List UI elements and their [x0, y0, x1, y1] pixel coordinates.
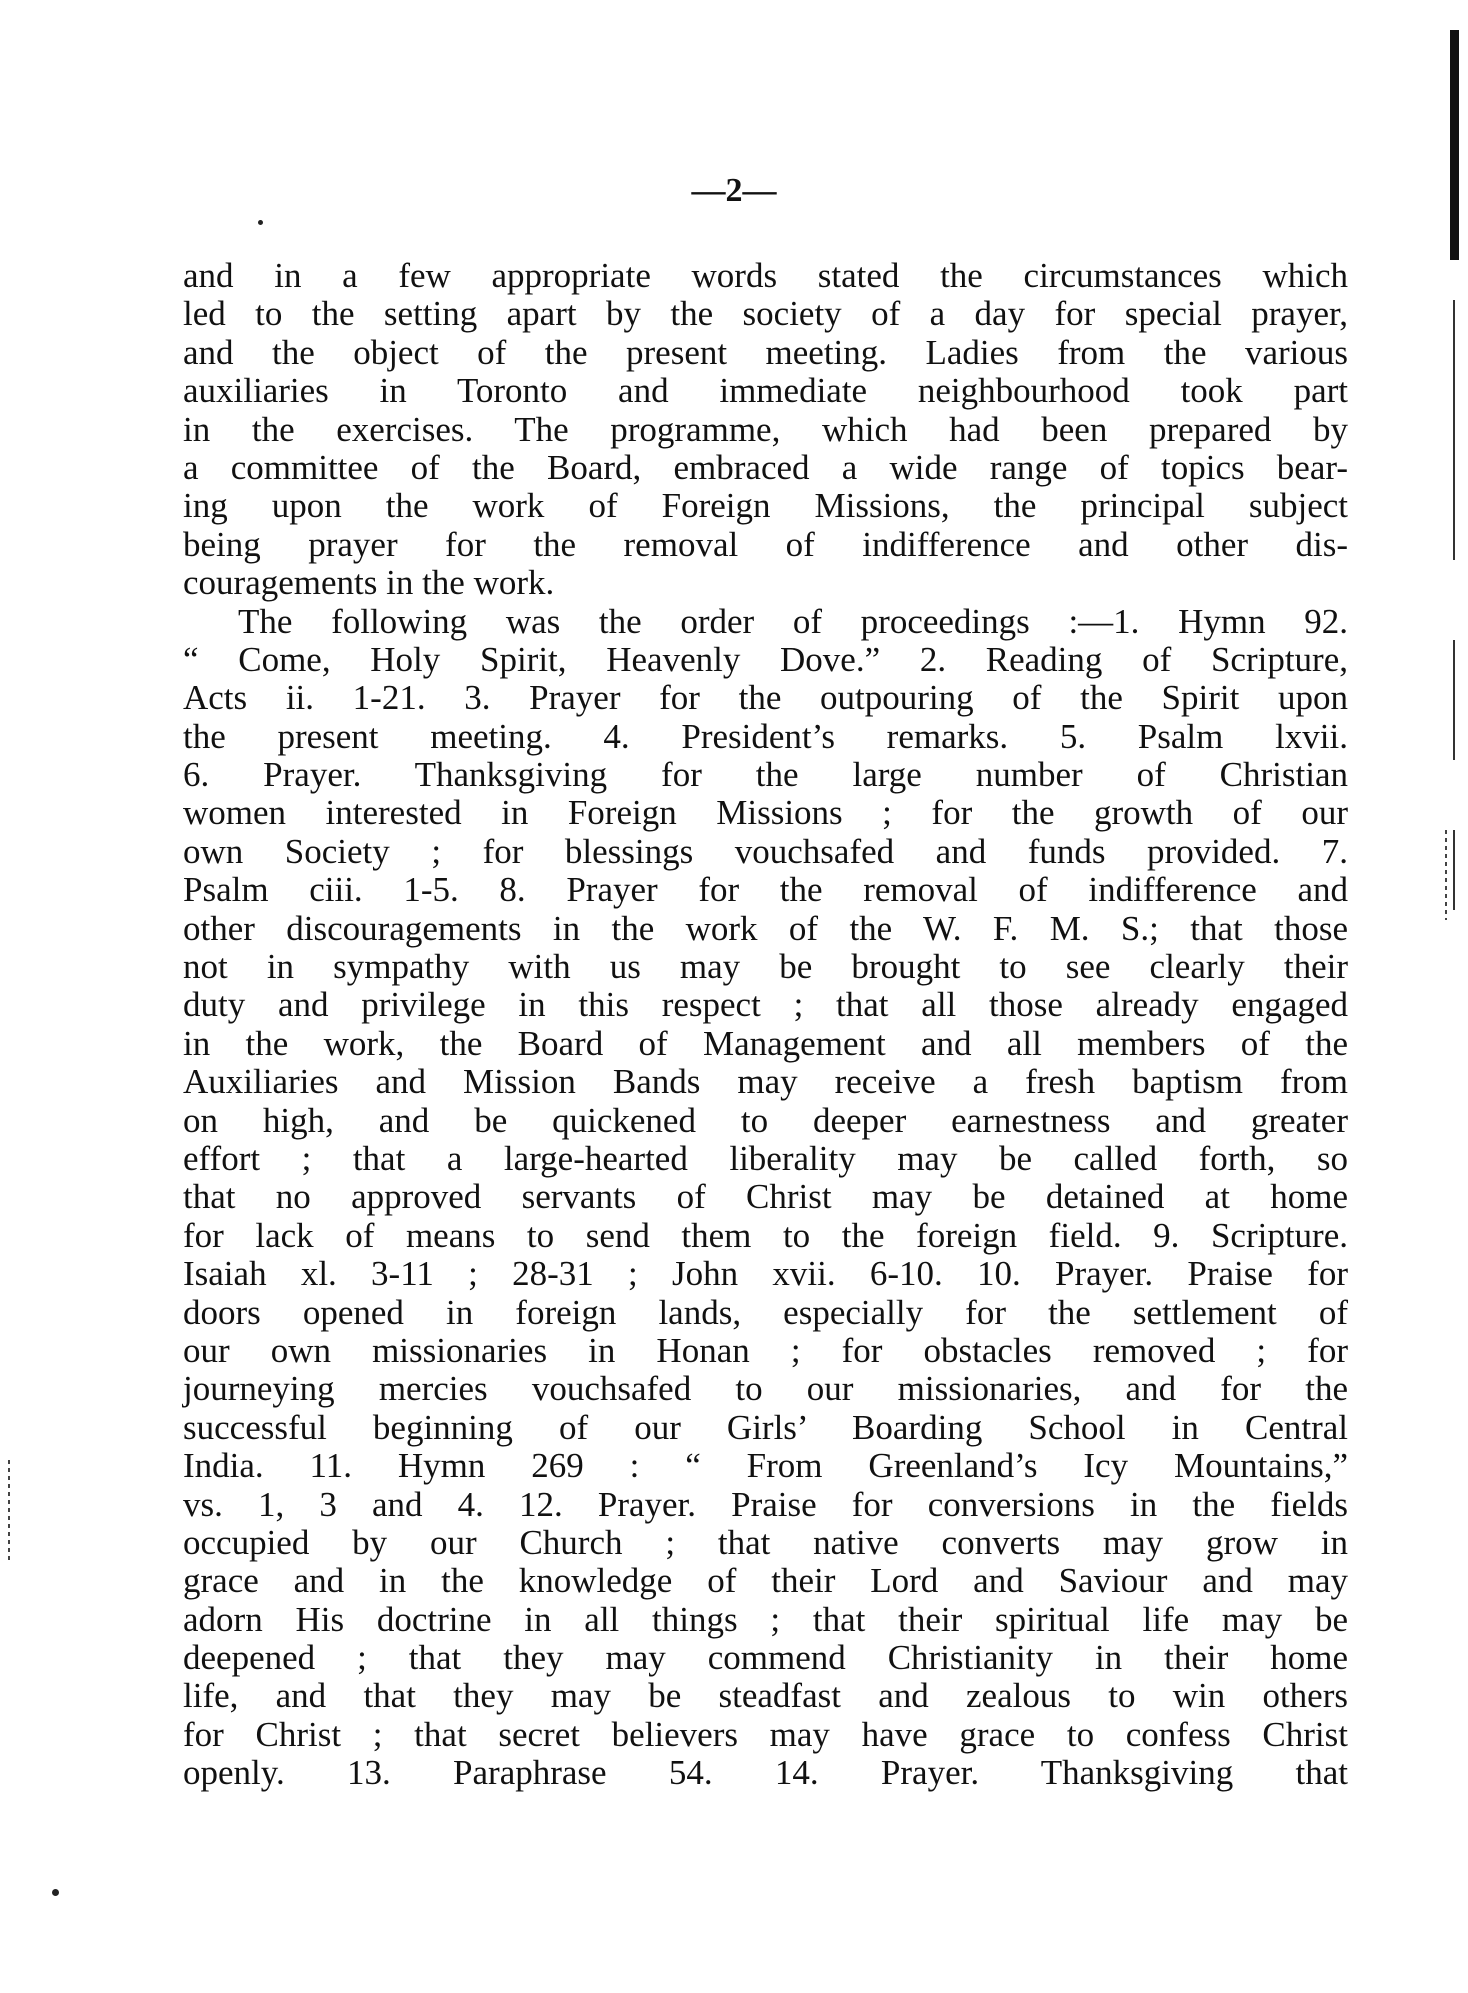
text-line: vs. 1, 3 and 4. 12. Prayer. Praise for conversions in the fields: [183, 1484, 1348, 1524]
text-line: occupied by our Church ; that native converts may grow in: [183, 1522, 1348, 1562]
text-line: not in sympathy with us may be brought to see clearly their: [183, 947, 1348, 987]
text-line: successful beginning of our Girls’ Boarding School in Central: [183, 1407, 1348, 1447]
page-edge-line: [1453, 300, 1455, 560]
page-edge-line: [1453, 640, 1455, 760]
text-line: other discouragements in the work of the W. F. M. S.; that those: [183, 908, 1348, 948]
text-line: life, and that they may be steadfast and zealous to win others: [183, 1676, 1348, 1716]
text-line: adorn His doctrine in all things ; that their spiritual life may be: [183, 1599, 1348, 1639]
text-line: a committee of the Board, embraced a wide range of topics bear-: [183, 447, 1348, 487]
text-line: and the object of the present meeting. Ladies from the various: [183, 332, 1348, 372]
text-line: Isaiah xl. 3-11 ; 28-31 ; John xvii. 6-10. 10. Prayer. Praise for: [183, 1254, 1348, 1294]
scan-mark: [1445, 830, 1447, 920]
text-line: auxiliaries in Toronto and immediate neighbourhood took part: [183, 371, 1348, 411]
text-line: Auxiliaries and Mission Bands may receive a fresh baptism from: [183, 1062, 1348, 1102]
text-line: duty and privilege in this respect ; that all those already engaged: [183, 985, 1348, 1025]
text-line: led to the setting apart by the society of a day for special prayer,: [183, 294, 1348, 334]
text-line: ing upon the work of Foreign Missions, the principal subject: [183, 486, 1348, 526]
page-edge-line: [1453, 830, 1455, 910]
text-line: openly. 13. Paraphrase 54. 14. Prayer. Thanksgiving that: [183, 1753, 1348, 1793]
text-line: the present meeting. 4. President’s remarks. 5. Psalm lxvii.: [183, 716, 1348, 756]
body-text: [183, 257, 1348, 1793]
text-line: in the exercises. The programme, which had been prepared by: [183, 409, 1348, 449]
scan-mark: [8, 1460, 10, 1560]
text-line: grace and in the knowledge of their Lord and Saviour and may: [183, 1561, 1348, 1601]
text-line: journeying mercies vouchsafed to our missionaries, and for the: [183, 1369, 1348, 1409]
text-line: couragements in the work.: [183, 563, 555, 603]
scan-speck: [258, 220, 263, 225]
page-number: —2—: [691, 172, 777, 209]
text-line: for lack of means to send them to the foreign field. 9. Scripture.: [183, 1215, 1348, 1255]
text-line: and in a few appropriate words stated the circumstances which: [183, 256, 1348, 295]
text-line: 6. Prayer. Thanksgiving for the large number of Christian: [183, 755, 1348, 795]
text-line: own Society ; for blessings vouchsafed and funds provided. 7.: [183, 831, 1348, 871]
text-line: effort ; that a large-hearted liberality may be called forth, so: [183, 1138, 1348, 1178]
text-line: women interested in Foreign Missions ; for the growth of our: [183, 793, 1348, 833]
text-line: on high, and be quickened to deeper earnestness and greater: [183, 1100, 1348, 1140]
text-line: our own missionaries in Honan ; for obstacles removed ; for: [183, 1330, 1348, 1370]
text-line: being prayer for the removal of indifference and other dis-: [183, 524, 1348, 564]
text-line: doors opened in foreign lands, especially for the settlement of: [183, 1292, 1348, 1332]
page-edge-shadow: [1450, 30, 1459, 260]
text-line: deepened ; that they may commend Christianity in their home: [183, 1638, 1348, 1678]
text-line: for Christ ; that secret believers may have grace to confess Christ: [183, 1714, 1348, 1754]
text-line: Acts ii. 1-21. 3. Prayer for the outpouring of the Spirit upon: [183, 678, 1348, 718]
text-line: “ Come, Holy Spirit, Heavenly Dove.” 2. Reading of Scripture,: [183, 639, 1348, 679]
text-line: in the work, the Board of Management and all members of the: [183, 1023, 1348, 1063]
text-line: that no approved servants of Christ may be detained at home: [183, 1177, 1348, 1217]
text-line: The following was the order of proceedings :—1. Hymn 92.: [238, 601, 1348, 641]
text-line: Psalm ciii. 1-5. 8. Prayer for the removal of indifference and: [183, 870, 1348, 910]
text-line: India. 11. Hymn 269 : “ From Greenland’s Icy Mountains,”: [183, 1446, 1348, 1486]
scan-speck: [52, 1889, 59, 1896]
